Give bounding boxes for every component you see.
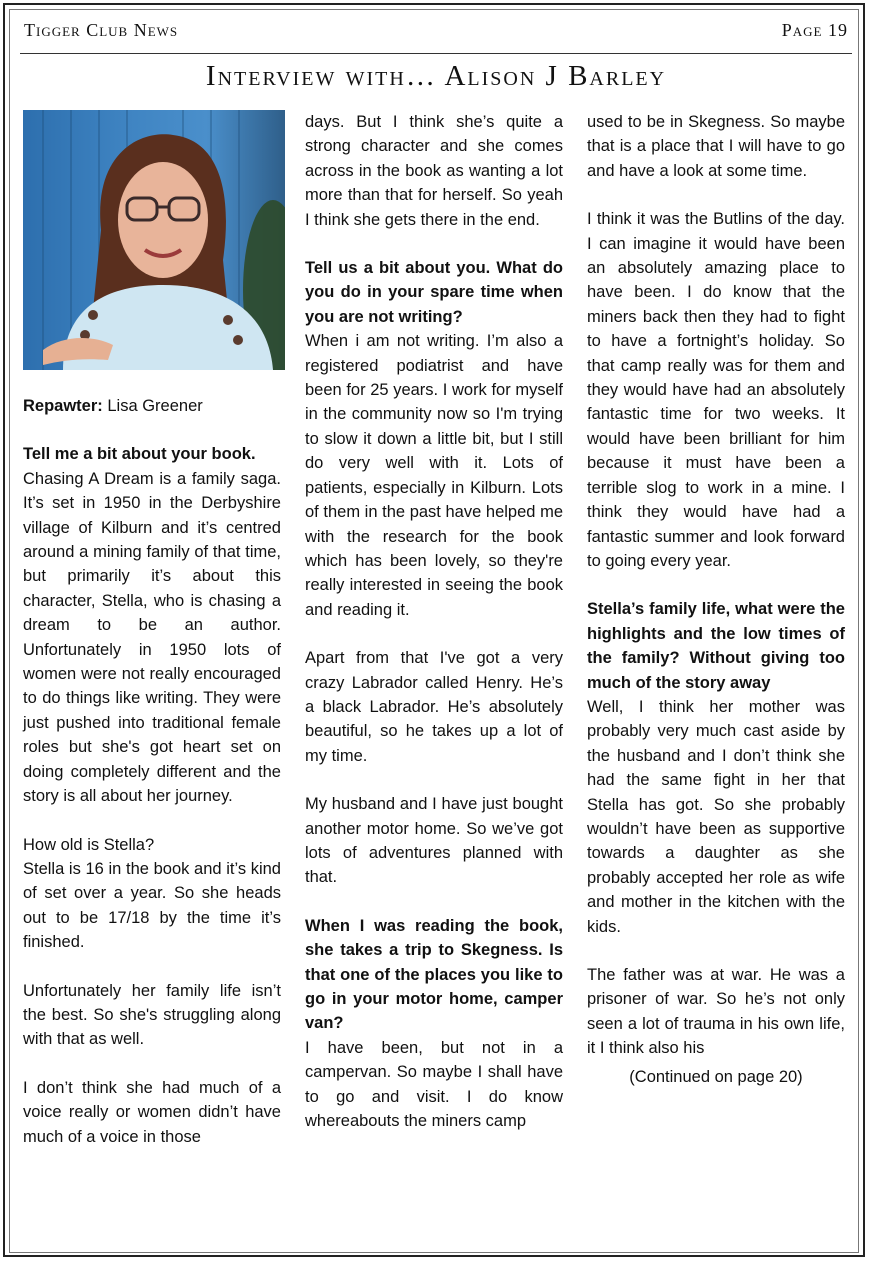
answer-6: Apart from that I've got a very crazy Labrador called Henry. He’s a black Labrador. He’s absolutely beautiful, so he takes up a lot of my time. — [305, 649, 563, 765]
answer-3: Unfortunately her family life isn’t the best. So she's struggling along with that as well. — [23, 981, 281, 1049]
repawter-line — [23, 394, 281, 418]
portrait-photo — [23, 110, 285, 370]
question-2: How old is Stella? — [23, 835, 155, 854]
answer-4-continued: days. But I think she’s quite a strong character and she comes across in the book as wanting a lot more than that for herself. So yeah I think she gets there in the end. — [305, 113, 563, 229]
answer-2: Stella is 16 in the book and it’s kind of set over a year. So she heads out to be 17/18 by the time it’s finished. — [23, 859, 281, 952]
repawter-label: Repawter: — [23, 397, 103, 415]
publication-name: Tigger Club News — [24, 20, 179, 40]
question-3: Tell us a bit about you. What do you do in your spare time when you are not writing? — [305, 259, 563, 326]
repawter-name: Lisa Greener — [107, 397, 203, 415]
column-3 — [587, 110, 845, 1089]
question-4: When I was reading the book, she takes a trip to Skegness. Is that one of the places you like to go in your motor home, camper van? — [305, 916, 563, 1033]
page-number: Page 19 — [781, 20, 848, 40]
article-title: Interview with… Alison J Barley — [205, 60, 667, 92]
answer-5: When i am not writing. I’m also a registered podiatrist and have been for 25 years. I work for myself in the community now so I'm trying to slow it down a little bit, but I still do very well with it. Lots of patients, especially in Kilburn. Lots of them in the past have helped me with the research for the book which has been lovely, so they're really interested in seeing the book and reading it. — [305, 332, 563, 619]
column-1 — [23, 110, 281, 1149]
header-rule — [20, 53, 852, 54]
answer-11: The father was at war. He was a prisoner of war. So he’s not only seen a lot of trauma in his own life, it I think also his — [587, 966, 845, 1058]
answer-10: Well, I think her mother was probably very much cast aside by the husband and I don’t think she had the same fight in her that Stella has got. So she probably wouldn’t have been as supportive towards a daughter as she probably accepted her role as wife and mother in the kitchen with the kids. — [587, 697, 845, 936]
answer-9: I think it was the Butlins of the day. I can imagine it would have been an absolutely amazing place to have been. I do know that the miners back then they had to fight to have a fortnight’s holiday. So that camp really was for them and they would have had an absolutely fantastic time for two weeks. It would have been brilliant for him because it must have been a terrible slog to work in a mine. I think they would have had a fantastic summer and look forward to going every year. — [587, 210, 845, 570]
answer-7: My husband and I have just bought another motor home. So we’ve got lots of adventures planned with that. — [305, 795, 563, 887]
answer-4: I don’t think she had much of a voice really or women didn’t have much of a voice in those — [23, 1078, 281, 1146]
answer-1: Chasing A Dream is a family saga. It’s set in 1950 in the Derbyshire village of Kilburn and it’s centred around a mining family of that time, but primarily it’s about this character, Stella, who is chasing a dream to be an author. Unfortunately in 1950 lots of women were not really encouraged to do things like writing. They were just pushed into traditional female roles but she's got heart set on doing completely different and the story is all about her journey. — [23, 469, 281, 806]
question-5: Stella’s family life, what were the highlights and the low times of the family? Without giving too much of the story away — [587, 600, 845, 692]
portrait-illustration — [23, 110, 285, 370]
answer-8: I have been, but not in a campervan. So maybe I shall have to go and visit. I do know whereabouts the miners camp — [305, 1038, 563, 1131]
column-2 — [305, 110, 563, 1133]
answer-8-continued: used to be in Skegness. So maybe that is a place that I will have to go and have a look at some time. — [587, 113, 845, 180]
continued-link[interactable]: (Continued on page 20) — [629, 1067, 803, 1086]
page-header — [24, 20, 848, 46]
question-1: Tell me a bit about your book. — [23, 445, 256, 464]
